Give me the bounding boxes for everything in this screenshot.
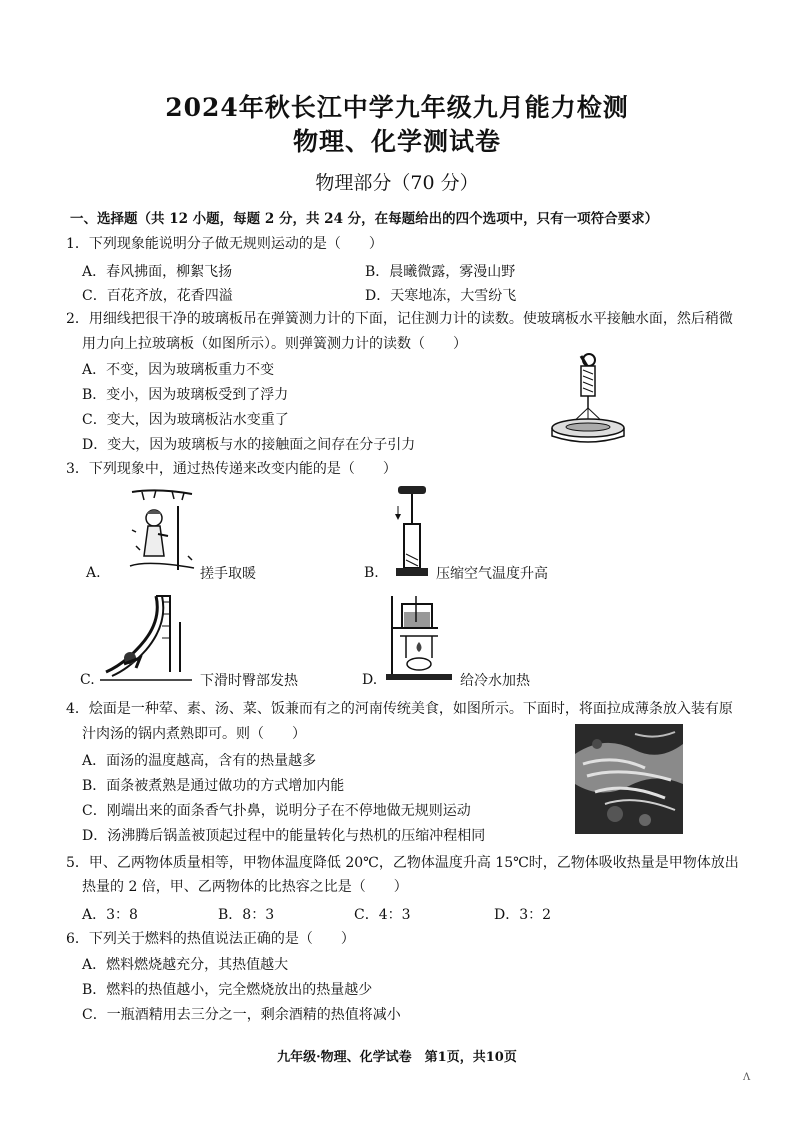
q1-option-d: D．天寒地冻，大雪纷飞 [365, 288, 517, 304]
page-footer: 九年级·物理、化学试卷 第1页，共10页 [277, 1050, 517, 1065]
q3-option-d-letter: D. [362, 672, 378, 688]
q3-option-b-caption: 压缩空气温度升高 [436, 566, 548, 582]
q6-option-b: B．燃料的热值越小，完全燃烧放出的热量越少 [82, 982, 373, 998]
q4-option-d: D．汤沸腾后锅盖被顶起过程中的能量转化与热机的压缩冲程相同 [82, 828, 486, 844]
q6-option-a: A．燃料燃烧越充分，其热值越大 [82, 957, 289, 973]
q5-option-a: A．3：8 [82, 907, 138, 923]
air-compression-figure [390, 484, 434, 580]
noodle-bowl-photo [575, 724, 683, 834]
slide-figure [100, 592, 192, 686]
q4-stem-line2: 汁肉汤的锅内煮熟即可。则（ ） [82, 726, 306, 742]
q4-option-c: C．刚端出来的面条香气扑鼻，说明分子在不停地做无规则运动 [82, 803, 471, 819]
q5-option-d: D．3：2 [494, 907, 552, 923]
q3-option-b-letter: B. [364, 565, 379, 581]
corner-mark: Λ [743, 1072, 751, 1083]
q5-stem-line1: 5．甲、乙两物体质量相等，甲物体温度降低 20℃，乙物体温度升高 15℃时，乙物体吸收热量是甲物体放出 [66, 855, 739, 871]
q1-option-c: C．百花齐放，花香四溢 [82, 288, 233, 304]
q1-stem: 1．下列现象能说明分子做无规则运动的是（ ） [66, 236, 383, 252]
q5-option-c: C．4：3 [354, 907, 411, 923]
q3-option-c-caption: 下滑时臀部发热 [200, 673, 298, 689]
q2-option-a: A．不变，因为玻璃板重力不变 [82, 362, 275, 378]
exam-title-line2: 物理、化学测试卷 [292, 127, 501, 156]
q1-option-a: A．春风拂面，柳絮飞扬 [82, 264, 233, 280]
q3-option-a-letter: A. [86, 565, 101, 581]
section-heading: 一、选择题（共 12 小题，每题 2 分，共 24 分，在每题给出的四个选项中，只有一项符合要求） [70, 211, 659, 227]
q2-stem-line1: 2．用细线把很干净的玻璃板吊在弹簧测力计的下面，记住测力计的读数。使玻璃板水平接触水面，然后稍微 [66, 311, 733, 327]
q3-stem: 3．下列现象中，通过热传递来改变内能的是（ ） [66, 461, 397, 477]
q3-option-d-caption: 给冷水加热 [460, 673, 530, 689]
q4-stem-line1: 4．烩面是一种荤、素、汤、菜、饭兼而有之的河南传统美食，如图所示。下面时，将面拉成薄条放入装有原 [66, 701, 733, 717]
spring-scale-glass-plate-figure [545, 348, 630, 448]
q5-option-b: B．8：3 [218, 907, 275, 923]
q1-option-b: B．晨曦微露，雾漫山野 [365, 264, 516, 280]
q2-stem-line2: 用力向上拉玻璃板（如图所示）。则弹簧测力计的读数（ ） [82, 336, 467, 352]
q2-option-d: D．变大，因为玻璃板与水的接触面之间存在分子引力 [82, 437, 416, 453]
q6-stem: 6．下列关于燃料的热值说法正确的是（ ） [66, 931, 355, 947]
q4-option-b: B．面条被煮熟是通过做功的方式增加内能 [82, 778, 345, 794]
q2-option-c: C．变大，因为玻璃板沾水变重了 [82, 412, 289, 428]
exam-title-line1: 2024年秋长江中学九年级九月能力检测 [165, 93, 629, 122]
q4-option-a: A．面汤的温度越高，含有的热量越多 [82, 753, 317, 769]
q6-option-c: C．一瓶酒精用去三分之一，剩余酒精的热值将减小 [82, 1007, 401, 1023]
q5-stem-line2: 热量的 2 倍，甲、乙两物体的比热容之比是（ ） [82, 879, 408, 895]
q3-option-a-caption: 搓手取暖 [200, 566, 256, 582]
part-heading: 物理部分（70 分） [315, 172, 479, 194]
heating-water-figure [382, 592, 458, 684]
q2-option-b: B．变小，因为玻璃板受到了浮力 [82, 387, 289, 403]
q3-option-c-letter: C. [80, 672, 95, 688]
rubbing-hands-figure [128, 486, 198, 576]
